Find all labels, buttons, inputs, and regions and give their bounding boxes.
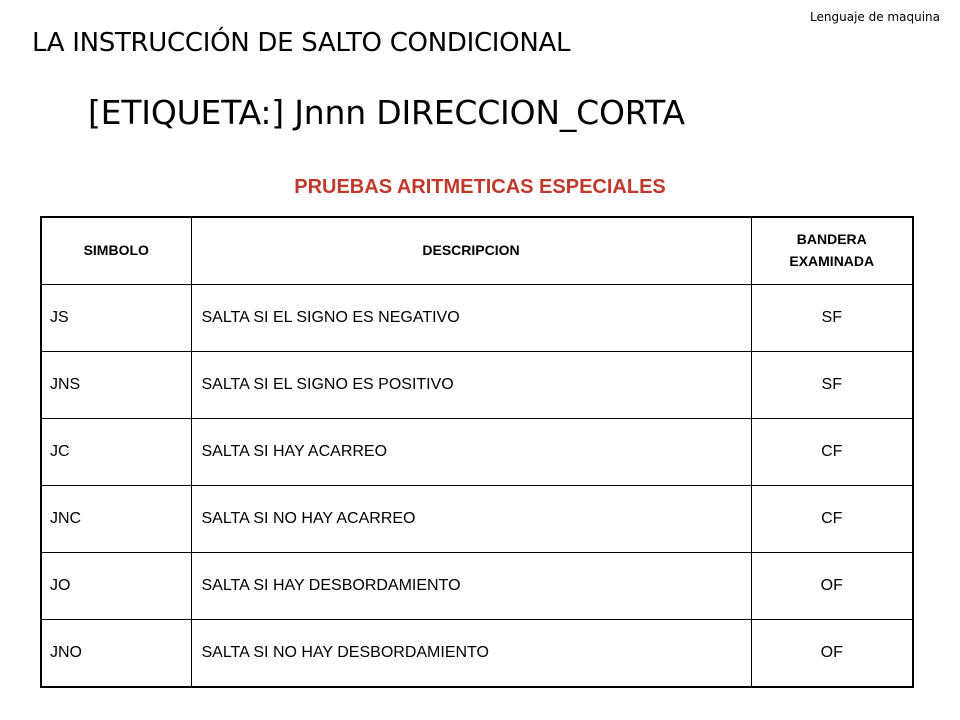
table-row [41, 486, 913, 553]
conditional-jumps-table [40, 216, 914, 688]
section-heading: PRUEBAS ARITMETICAS ESPECIALES [294, 176, 666, 198]
row-flag: OF [751, 620, 913, 688]
header-flag-line1: BANDERA [796, 231, 867, 248]
row-flag: SF [751, 352, 913, 419]
row-description: SALTA SI HAY DESBORDAMIENTO [191, 553, 751, 620]
table-row [41, 553, 913, 620]
row-symbol: JO [41, 553, 191, 620]
row-flag: CF [751, 419, 913, 486]
row-description: SALTA SI HAY ACARREO [191, 419, 751, 486]
row-flag: CF [751, 486, 913, 553]
table-row [41, 285, 913, 352]
row-symbol: JNC [41, 486, 191, 553]
table-row [41, 620, 913, 688]
header-flag-line2: EXAMINADA [789, 253, 875, 269]
row-symbol: JC [41, 419, 191, 486]
row-description: SALTA SI EL SIGNO ES POSITIVO [191, 352, 751, 419]
row-symbol: JNO [41, 620, 191, 688]
row-description: SALTA SI NO HAY ACARREO [191, 486, 751, 553]
header-description: DESCRIPCION [191, 217, 751, 285]
instruction-syntax: [ETIQUETA:] Jnnn DIRECCION_CORTA [88, 93, 685, 132]
row-flag: SF [751, 285, 913, 352]
header-symbol: SIMBOLO [41, 217, 191, 285]
corner-note: Lenguaje de maquina [810, 10, 940, 24]
table-row [41, 419, 913, 486]
row-symbol: JNS [41, 352, 191, 419]
table-header-row [41, 217, 913, 285]
table-row [41, 352, 913, 419]
row-flag: OF [751, 553, 913, 620]
page-title: LA INSTRUCCIÓN DE SALTO CONDICIONAL [32, 28, 571, 58]
row-symbol: JS [41, 285, 191, 352]
row-description: SALTA SI EL SIGNO ES NEGATIVO [191, 285, 751, 352]
row-description: SALTA SI NO HAY DESBORDAMIENTO [191, 620, 751, 688]
header-flag [751, 217, 913, 285]
